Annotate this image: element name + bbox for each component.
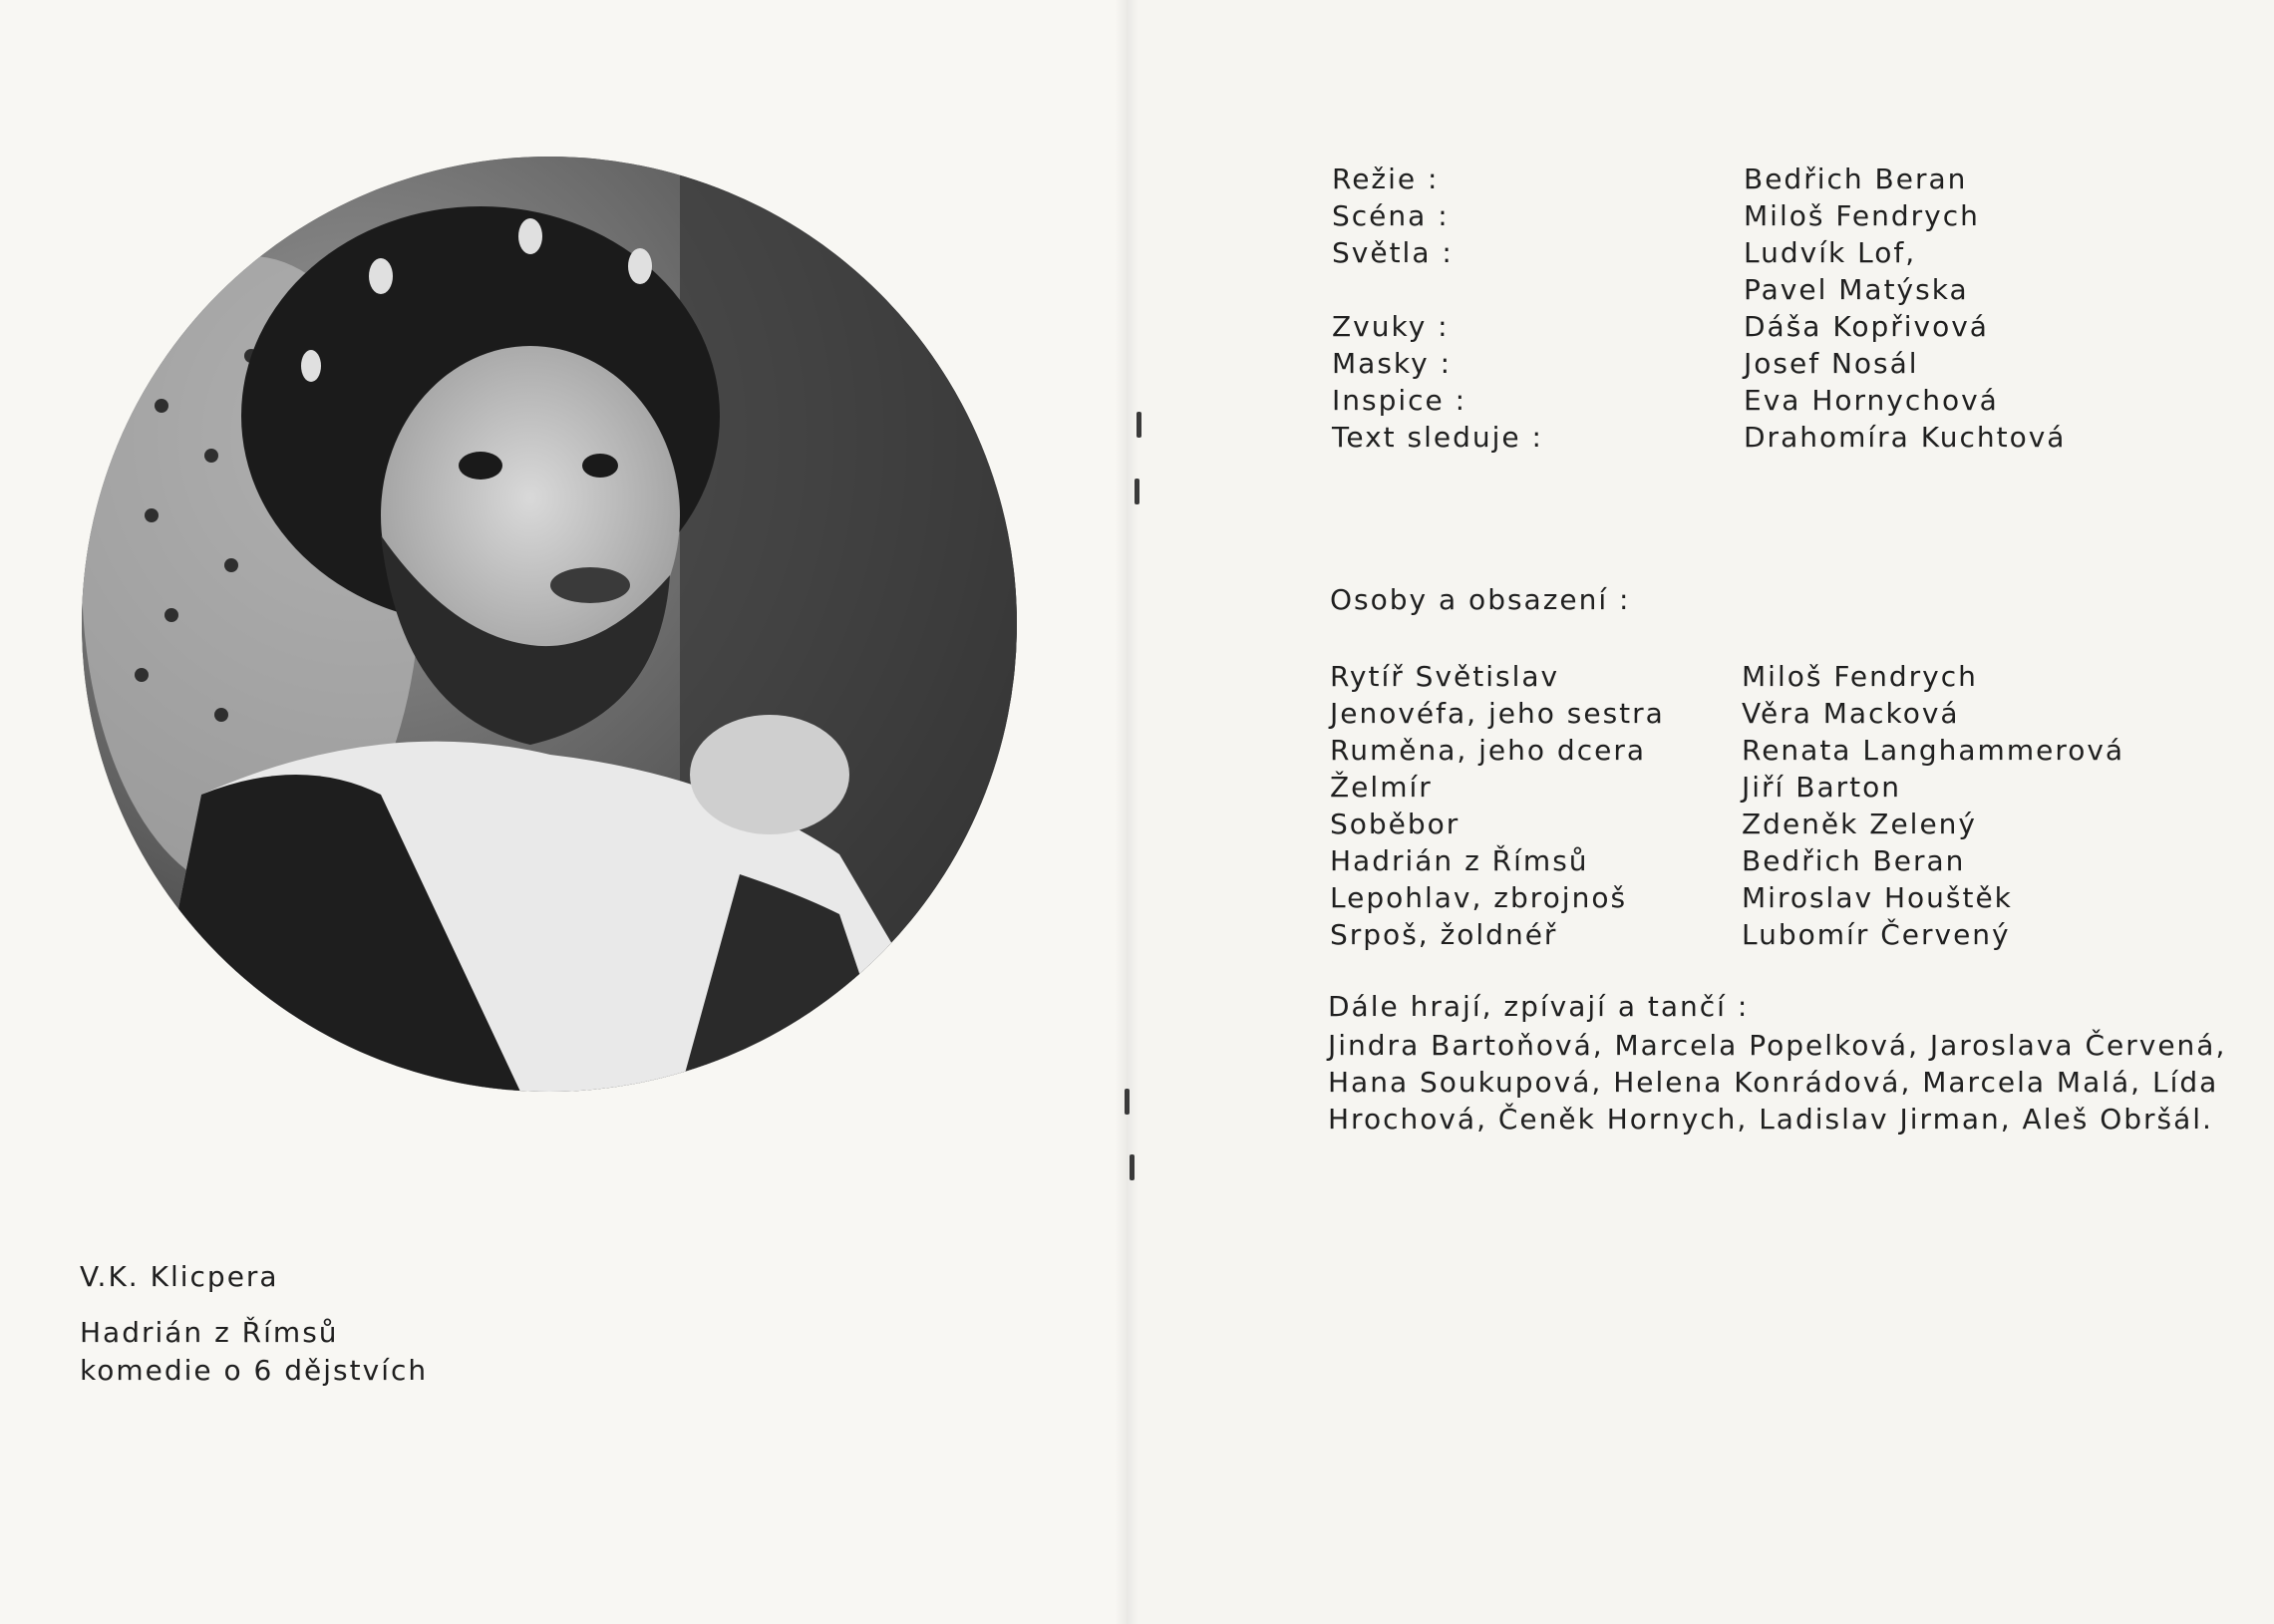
actor-photo-illustration [82, 157, 1017, 1092]
cast-list [1330, 658, 2124, 953]
cast-row: Želmír Jiří Barton [1330, 771, 1901, 804]
crew-row: Pavel Matýska [1744, 273, 1969, 306]
crew-row: Inspice : Eva Hornychová [1332, 384, 1999, 417]
others-line: Hana Soukupová, Helena Konrádová, Marcela Malá, Lída [1328, 1066, 2219, 1099]
crew-row: Zvuky : Dáša Kopřivová [1332, 310, 1989, 343]
play-subtitle: komedie o 6 dějstvích [80, 1354, 429, 1387]
crew-row: Scéna : Miloš Fendrych [1332, 199, 1980, 232]
author-name: V.K. Klicpera [80, 1260, 279, 1293]
others-line: Hrochová, Čeněk Hornych, Ladislav Jirman, Aleš Obršál. [1328, 1103, 2213, 1136]
crew-row: Světla : Ludvík Lof, [1332, 236, 1917, 269]
cast-row: Soběbor Zdeněk Zelený [1330, 808, 1977, 840]
cast-row: Hadrián z Římsů Bedřich Beran [1330, 844, 1966, 877]
staple-bottom-1 [1125, 1089, 1130, 1115]
cast-row: Ruměna, jeho dcera Renata Langhammerová [1330, 734, 2125, 767]
book-gutter [1115, 0, 1138, 1624]
crew-list [1332, 161, 2066, 456]
play-title-block [80, 1314, 428, 1390]
crew-row: Masky : Josef Nosál [1332, 347, 1919, 380]
cast-row: Srpoš, žoldnéř Lubomír Červený [1330, 918, 2011, 951]
actor-photo [82, 157, 1017, 1092]
staple-top-2 [1135, 479, 1139, 504]
staple-bottom-2 [1130, 1154, 1135, 1180]
others-heading: Dále hrají, zpívají a tančí : [1328, 990, 1750, 1023]
staple-top-1 [1137, 412, 1141, 438]
play-title: Hadrián z Římsů [80, 1316, 339, 1349]
crew-row: Režie : Bedřich Beran [1332, 162, 1968, 195]
left-page [0, 0, 1127, 1624]
cast-heading: Osoby a obsazení : [1330, 583, 1631, 616]
crew-row: Text sleduje : Drahomíra Kuchtová [1332, 421, 2067, 454]
cast-row: Lepohlav, zbrojnoš Miroslav Houštěk [1330, 881, 2013, 914]
cast-row: Rytíř Světislav Miloš Fendrych [1330, 660, 1978, 693]
others-line: Jindra Bartoňová, Marcela Popelková, Jaroslava Červená, [1328, 1029, 2227, 1062]
cast-row: Jenovéfa, jeho sestra Věra Macková [1330, 697, 1960, 730]
others-list [1328, 1027, 2227, 1137]
